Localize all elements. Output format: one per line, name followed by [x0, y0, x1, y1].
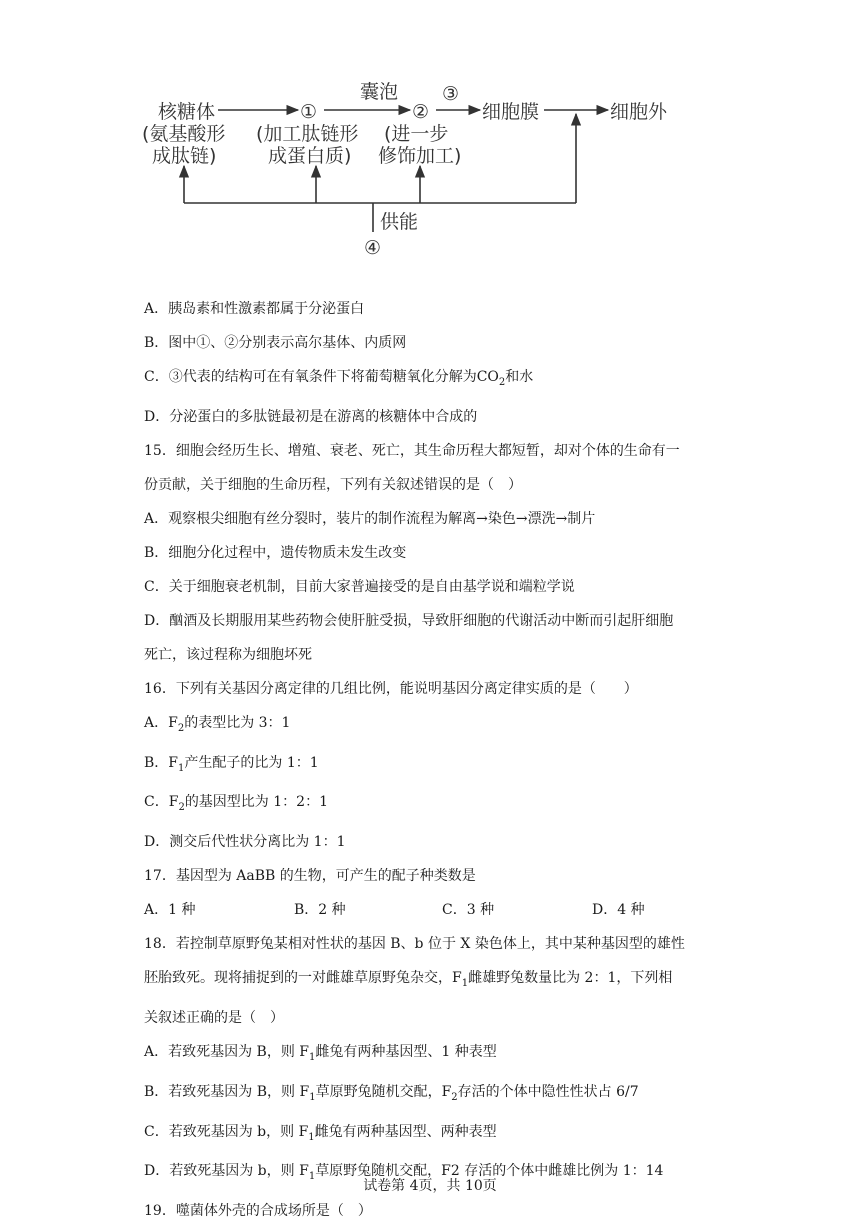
vesicle-label: 囊泡	[360, 81, 399, 103]
organelle-2-label: ②	[412, 101, 430, 123]
cell-outside-label: 细胞外	[610, 101, 668, 123]
q17-option-c: C．3 种	[442, 902, 495, 919]
q17-option-a: A．1 种	[144, 902, 196, 919]
protein-secretion-diagram	[130, 72, 690, 267]
q15-option-a: A．观察根尖细胞有丝分裂时，装片的制作流程为解离→染色→漂洗→制片	[144, 510, 596, 527]
q16-stem: 16．下列有关基因分离定律的几组比例，能说明基因分离定律实质的是（ ）	[144, 680, 638, 697]
organelle-1-note-2: 成蛋白质)	[268, 145, 352, 167]
organelle-1-note-1: (加工肽链形	[256, 123, 359, 145]
q15-option-b: B．细胞分化过程中，遗传物质未发生改变	[144, 544, 407, 561]
q15-stem-1: 15．细胞会经历生长、增殖、衰老、死亡，其生命历程大都短暂，却对个体的生命有一	[144, 442, 680, 459]
ribosome-label: 核糖体	[158, 101, 216, 123]
q16-option-d: D．测交后代性状分离比为 1：1	[144, 834, 346, 851]
q17-option-d: D．4 种	[592, 902, 645, 919]
q19-stem: 19．噬菌体外壳的合成场所是（ ）	[144, 1203, 372, 1220]
q18-stem-3: 关叙述正确的是（ ）	[144, 1009, 284, 1026]
page-footer: 试卷第 4页，共 10页	[363, 1178, 497, 1194]
structure-4-label: ④	[364, 237, 382, 259]
q14-option-c: C．③代表的结构可在有氧条件下将葡萄糖氧化分解为$CO_2$和水	[144, 369, 534, 388]
q15-option-d-1: D．酗酒及长期服用某些药物会使肝脏受损，导致肝细胞的代谢活动中断而引起肝细胞	[144, 612, 674, 629]
q15-stem-2: 份贡献，关于细胞的生命历程，下列有关叙述错误的是（ ）	[144, 476, 522, 493]
ribosome-note-2: 成肽链)	[152, 145, 217, 167]
q17-option-b: B．2 种	[294, 902, 346, 919]
q18-option-d: D．若致死基因为 b，则 $F_1$草原野兔随机交配，F2 存活的个体中雌雄比例为 1：14	[144, 1163, 664, 1183]
organelle-2-note-1: (进一步	[384, 123, 449, 145]
q14-option-d: D．分泌蛋白的多肽链最初是在游离的核糖体中合成的	[144, 408, 478, 425]
q16-option-c: C．$F_2$的基因型比为 1：2：1	[144, 794, 328, 814]
q15-option-d-2: 死亡，该过程称为细胞坏死	[144, 646, 312, 663]
q16-option-a: A．$F_2$的表型比为 3：1	[144, 714, 291, 734]
structure-3-label: ③	[442, 83, 460, 105]
q18-option-b: B．若致死基因为 B，则 $F_1$草原野兔随机交配，$F_2$存活的个体中隐性性状占 6/7	[144, 1083, 639, 1103]
question-content	[144, 300, 724, 1220]
q18-stem-2: 胚胎致死。现将捕捉到的一对雌雄草原野兔杂交，$F_1$雌雄野兔数量比为 2：1，下列相	[144, 970, 673, 989]
organelle-2-note-2: 修饰加工)	[378, 145, 462, 167]
q14-option-b: B．图中①、②分别表示高尔基体、内质网	[144, 335, 407, 351]
q16-option-b: B．$F_1$产生配子的比为 1：1	[144, 754, 319, 774]
q18-stem-1: 18．若控制草原野兔某相对性状的基因 B、b 位于 X 染色体上，其中某种基因型的雄性	[144, 936, 685, 953]
q14-option-a: A．胰岛素和性激素都属于分泌蛋白	[144, 301, 365, 317]
q15-option-c: C．关于细胞衰老机制，目前大家普遍接受的是自由基学说和端粒学说	[144, 578, 575, 595]
q18-option-a: A．若致死基因为 B，则 $F_1$雌兔有两种基因型、1 种表型	[144, 1043, 497, 1063]
q17-stem: 17．基因型为 AaBB 的生物，可产生的配子种类数是	[144, 868, 476, 885]
energy-label: 供能	[380, 211, 419, 233]
cell-membrane-label: 细胞膜	[482, 101, 540, 123]
organelle-1-label: ①	[300, 101, 318, 123]
ribosome-note-1: (氨基酸形	[142, 123, 226, 145]
q18-option-c: C．若致死基因为 b，则 $F_1$雌兔有两种基因型、两种表型	[144, 1123, 497, 1143]
q17-options	[144, 901, 724, 919]
